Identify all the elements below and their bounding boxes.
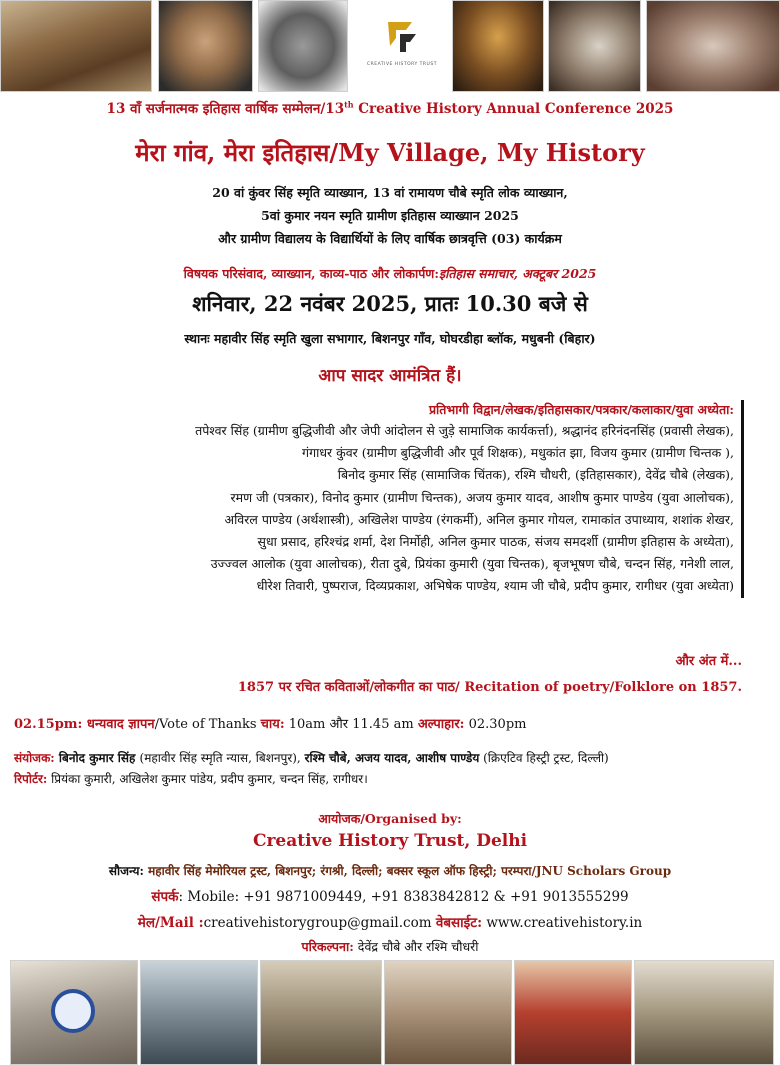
portrait-image <box>258 0 348 92</box>
courtesy-line <box>0 862 780 879</box>
event-photo <box>10 960 138 1065</box>
and-finally-text: और अंत में... <box>675 654 742 669</box>
participant-line: रमण जी (पत्रकार), विनोद कुमार (ग्रामीण चिन्तक), अजय कुमार यादव, आशीष कुमार पाण्डेय (युवा आलोचक), <box>230 489 734 505</box>
poetry-recitation-text: 1857 पर रचित कविताओं/लोकगीत का पाठ/ Recitation of poetry/Folklore on 1857. <box>237 680 742 695</box>
mail-line <box>0 913 780 931</box>
lecture-line: 20 वां कुंवर सिंह स्मृति व्याख्यान, 13 वां रामायण चौबे स्मृति लोक व्याख्यान, <box>212 185 568 200</box>
concept-line <box>0 938 780 955</box>
courtesy-text: महावीर सिंह मेमोरियल ट्रस्ट, बिशनपुर; रंगश्री, दिल्ली; बक्सर स्कूल ऑफ हिस्ट्री; परम्परा/JNU Scholars Group <box>148 864 672 878</box>
vote-of-thanks-label: 02.15pm: धन्यवाद ज्ञापन <box>14 717 155 732</box>
invitation-text: आप सादर आमंत्रित हैं। <box>318 366 462 386</box>
participant-line: धीरेश तिवारी, पुष्पराज, दिव्यप्रकाश, अभिषेक पाण्डेय, श्याम जी चौबे, प्रदीप कुमार, रागीधर (युवा अध्येता) <box>256 578 734 594</box>
logo-text: CREATIVE HISTORY TRUST <box>367 62 437 67</box>
vote-of-thanks-text: /Vote of Thanks <box>154 717 261 732</box>
reporter-line <box>14 770 368 787</box>
concept-label: परिकल्पना: <box>301 939 354 954</box>
schedule-line <box>14 714 526 732</box>
convenor-others: रश्मि चौबे, अजय यादव, आशीष पाण्डेय <box>304 751 480 765</box>
convenor-org: (महावीर सिंह स्मृति न्यास, बिशनपुर), <box>139 751 305 765</box>
participants-section <box>14 400 744 598</box>
portrait-image <box>158 0 253 92</box>
convenor-others-org: (क्रिएटिव हिस्ट्री ट्रस्ट, दिल्ली) <box>479 751 609 765</box>
portrait-image <box>452 0 544 92</box>
trust-name: Creative History Trust, Delhi <box>252 831 528 851</box>
event-date-time: शनिवार, 22 नवंबर 2025, प्रातः 10.30 बजे से <box>192 291 588 316</box>
participant-line: बिनोद कुमार सिंह (सामाजिक चिंतक), रश्मि चौधरी, (इतिहासकार), देवेंद्र चौबे (लेखक), <box>337 467 734 483</box>
footer-photo-strip <box>0 960 780 1065</box>
convenor-line <box>14 749 609 766</box>
organised-label-english: /Organised by: <box>360 811 462 826</box>
convenor-name: बिनोद कुमार सिंह <box>54 751 140 765</box>
snack-time: 02.30pm <box>464 717 527 732</box>
snack-label: अल्पाहार: <box>417 717 465 732</box>
reporter-names: प्रियंका कुमारी, अखिलेश कुमार पांडेय, प्रदीप कुमार, चन्दन सिंह, रागीधर। <box>47 772 368 786</box>
conference-title-hindi: 13 वाँ सर्जनात्मक इतिहास वार्षिक सम्मेलन/13 <box>106 101 345 117</box>
portrait-image <box>548 0 641 92</box>
tea-time: 10am और 11.45 am <box>284 717 418 732</box>
website-link[interactable]: www.creativehistory.in <box>482 915 643 931</box>
event-photo <box>514 960 632 1065</box>
concept-names: देवेंद्र चौबे और रश्मि चौधरी <box>353 939 479 954</box>
topics-italic-text: इतिहास समाचार, अक्टूबर 2025 <box>438 266 597 281</box>
tea-label: चाय: <box>260 717 285 732</box>
reporter-label: रिपोर्टर: <box>14 772 48 786</box>
historical-painting-image <box>0 0 152 92</box>
emblem-icon <box>51 989 95 1033</box>
event-photo <box>384 960 512 1065</box>
email-link[interactable]: creativehistorygroup@gmail.com <box>203 915 436 931</box>
topics-text: विषयक परिसंवाद, व्याख्यान, काव्य-पाठ और लोकार्पण: <box>183 266 439 281</box>
participant-line: अविरल पाण्डेय (अर्थशास्त्री), अखिलेश पाण्डेय (रंगकर्मी), अनिल कुमार गोयल, रामाकांत उपाध्याय, शशांक शेखर, <box>224 511 734 527</box>
participant-line: उज्ज्वल आलोक (युवा आलोचक), रीता दुबे, प्रियंका कुमारी (युवा चिन्तक), बृजभूषण चौबे, चन्दन सिंह, गनेशी लाल, <box>210 556 734 572</box>
logo-mark-icon <box>386 18 418 54</box>
conference-title <box>0 99 780 117</box>
event-photo <box>260 960 382 1065</box>
organised-label-hindi: आयोजक <box>318 811 361 826</box>
website-label: वेबसाईट: <box>435 915 483 931</box>
participant-line: तपेश्वर सिंह (ग्रामीण बुद्धिजीवी और जेपी आंदोलन से जुड़े सामाजिक कार्यकर्त्ता), श्रद्धानंद हरिनंदनसिंह (प्रवासी लेखक), <box>195 423 734 438</box>
theme-headline: मेरा गांव, मेरा इतिहास/My Village, My History <box>135 138 645 167</box>
event-photo <box>634 960 774 1065</box>
lecture-line: और ग्रामीण विद्यालय के विद्यार्थियों के लिए वार्षिक छात्रवृत्ति (03) कार्यक्रम <box>218 231 562 246</box>
participants-heading: प्रतिभागी विद्वान/लेखक/इतिहासकार/पत्रकार/कलाकार/युवा अध्येता: <box>428 402 734 417</box>
event-venue: स्थानः महावीर सिंह स्मृति खुला सभागार, बिशनपुर गाँव, घोघरडीहा ब्लॉक, मधुबनी (बिहार) <box>184 331 596 346</box>
contact-numbers[interactable]: : Mobile: +91 9871009449, +91 8383842812 & +91 9013555299 <box>178 889 629 905</box>
participant-line: सुधा प्रसाद, हरिश्चंद्र शर्मा, देश निर्मोही, अनिल कुमार पाठक, संजय समदर्शी (ग्रामीण इतिहास के अध्येता), <box>257 534 734 550</box>
participant-line: गंगाधर कुंवर (ग्रामीण बुद्धिजीवी और पूर्व शिक्षक), मधुकांत झा, विजय कुमार (ग्रामीण चिन्तक ), <box>302 445 734 461</box>
conference-title-english: Creative History Annual Conference 2025 <box>353 101 674 117</box>
portrait-image <box>646 0 780 92</box>
conference-title-sup: th <box>344 99 354 110</box>
contact-line <box>0 887 780 905</box>
lecture-line: 5वां कुमार नयन स्मृति ग्रामीण इतिहास व्याख्यान 2025 <box>261 208 519 223</box>
organised-by <box>0 810 780 827</box>
header-photo-strip <box>0 0 780 92</box>
convenor-label: संयोजक: <box>14 751 55 765</box>
programme-topics <box>0 265 780 282</box>
event-photo <box>140 960 258 1065</box>
courtesy-label: सौजन्य: <box>108 864 149 878</box>
mail-label: मेल/Mail : <box>137 915 204 931</box>
creative-history-trust-logo <box>364 10 440 82</box>
contact-label: संपर्क <box>151 889 179 905</box>
